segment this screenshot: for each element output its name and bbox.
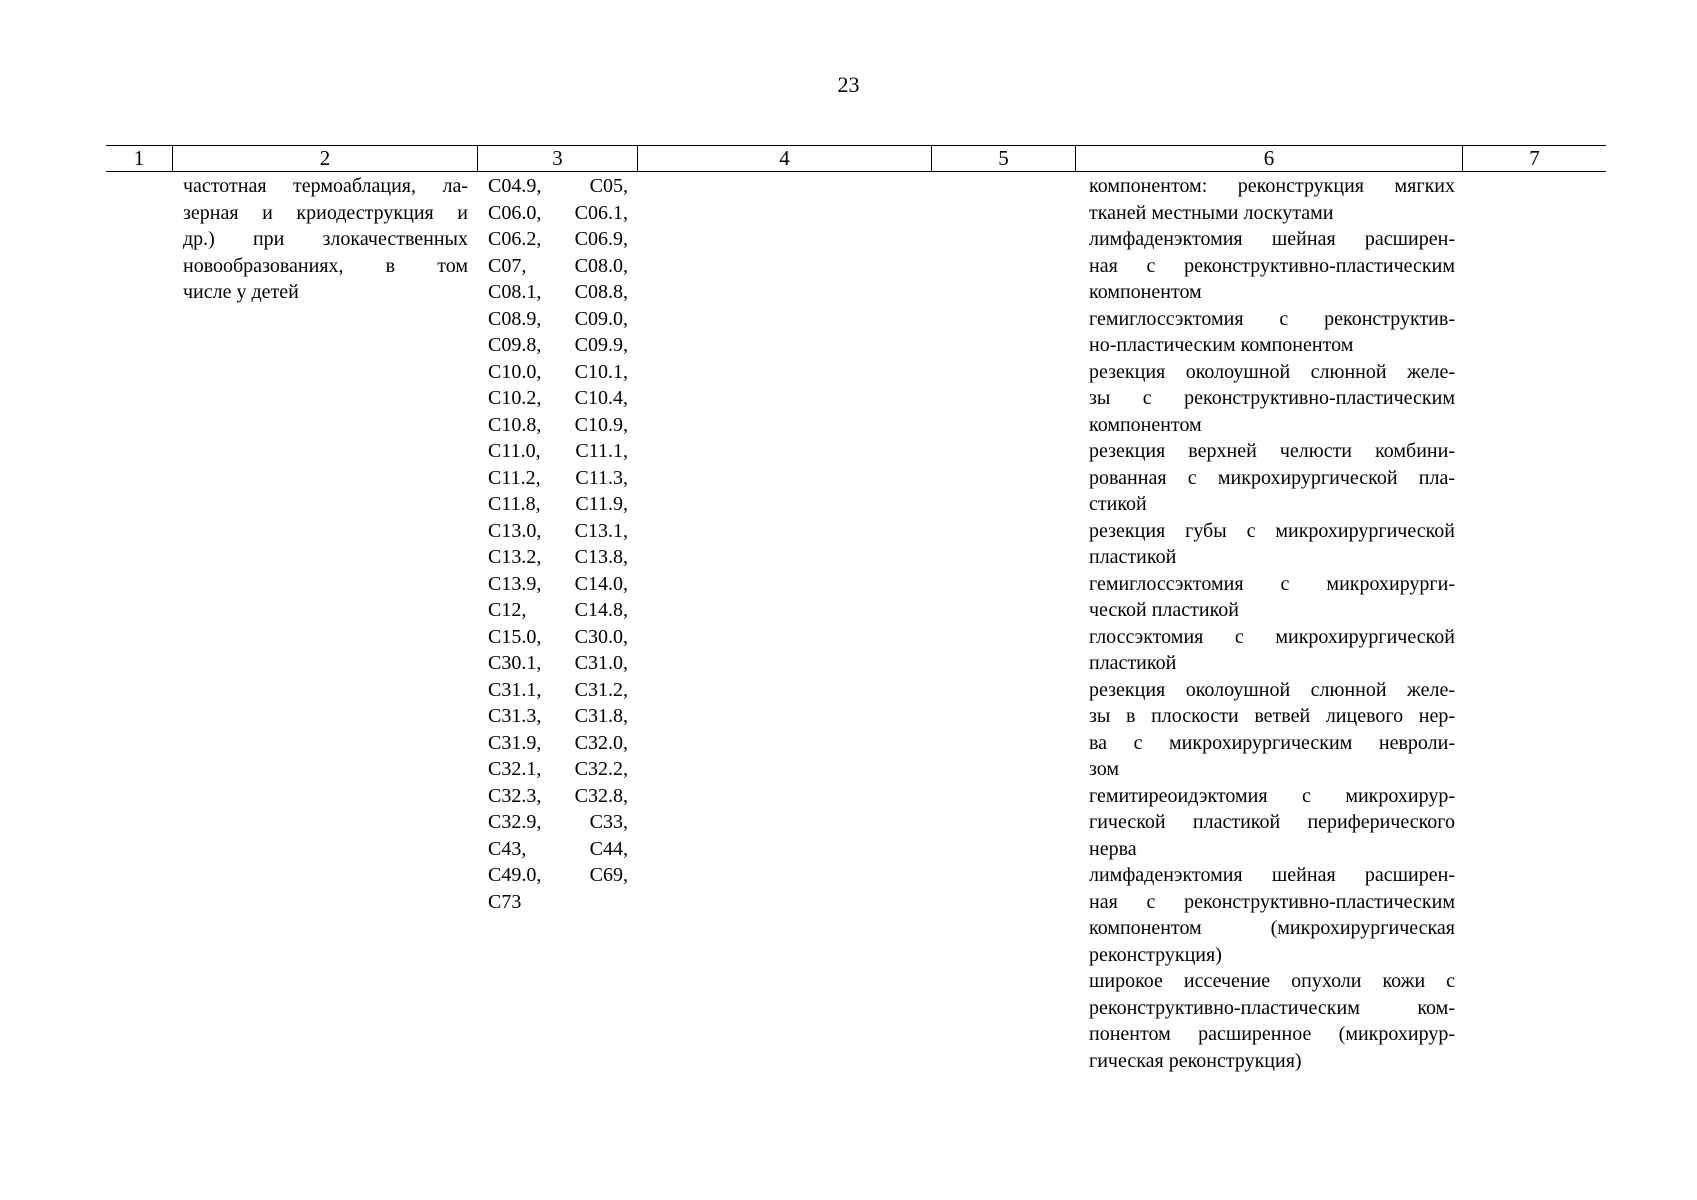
- icd-code-row: [488, 889, 628, 916]
- icd-code-row: [488, 253, 628, 280]
- icd-code-row: [488, 173, 628, 200]
- icd-code: C43,: [488, 837, 527, 860]
- icd-code-row: [488, 200, 628, 227]
- method-line: компонентом: [1089, 413, 1202, 436]
- icd-code-row: [488, 783, 628, 810]
- icd-code: C14.8,: [574, 599, 628, 621]
- icd-code: C13.8,: [574, 546, 628, 568]
- icd-code-row: [488, 518, 628, 545]
- method-line: резекция верхней челюсти комбини-: [1089, 440, 1455, 462]
- icd-code: C10.2,: [488, 387, 542, 409]
- method-line: реконструкция): [1089, 943, 1222, 966]
- icd-code-row: [488, 306, 628, 333]
- icd-code-row: [488, 226, 628, 253]
- icd-code: C31.3,: [488, 705, 542, 727]
- method-line: гемиглоссэктомия с микрохирурги-: [1089, 572, 1455, 595]
- icd-code-row: [488, 544, 628, 571]
- header-col-5: 5: [932, 146, 1076, 171]
- description-line: числе у детей: [183, 281, 299, 303]
- icd-code: C30.1,: [488, 652, 542, 674]
- icd-code: C31.1,: [488, 678, 542, 701]
- icd-code-row: [488, 703, 628, 730]
- icd-code-row: [488, 677, 628, 704]
- icd-code: C11.9,: [575, 493, 628, 515]
- icd-code-row: [488, 332, 628, 359]
- icd-code: C11.3,: [575, 466, 628, 489]
- method-line: гическая реконструкция): [1089, 1049, 1302, 1072]
- icd-code: C11.1,: [575, 440, 628, 462]
- icd-code: C73: [488, 890, 522, 913]
- icd-code: C32.8,: [574, 784, 628, 807]
- icd-code-row: [488, 756, 628, 783]
- method-line: ная с реконструктивно-пластическим: [1089, 254, 1455, 277]
- icd-code: C08.8,: [574, 281, 628, 303]
- icd-code: C32.9,: [488, 811, 542, 833]
- method-line: компонентом: реконструкция мягких: [1089, 175, 1455, 197]
- icd-code: C31.8,: [574, 705, 628, 727]
- page-number: 23: [837, 72, 860, 97]
- method-line: стикой: [1089, 493, 1147, 515]
- header-col-1: 1: [106, 146, 173, 171]
- icd-code: C06.2,: [488, 228, 542, 250]
- method-line: глоссэктомия с микрохирургической: [1089, 625, 1455, 648]
- icd-code: C30.0,: [574, 625, 628, 648]
- icd-code: C07,: [488, 254, 527, 277]
- method-line: зы в плоскости ветвей лицевого нер-: [1089, 705, 1455, 727]
- table-header-row: [106, 145, 1606, 172]
- icd-code-row: [488, 836, 628, 863]
- icd-code-row: [488, 359, 628, 386]
- icd-code-row: [488, 809, 628, 836]
- icd-code: C09.8,: [488, 334, 542, 356]
- method-line: но-пластическим компонентом: [1089, 334, 1354, 356]
- icd-code-row: [488, 412, 628, 439]
- icd-code: C06.9,: [574, 228, 628, 250]
- icd-code: C32.0,: [574, 731, 628, 754]
- method-line: гической пластикой периферического: [1089, 811, 1455, 833]
- method-line: гемиглоссэктомия с реконструктив-: [1089, 307, 1455, 330]
- header-col-2: 2: [173, 146, 478, 171]
- icd-code: C32.3,: [488, 784, 542, 807]
- icd-code: C08.9,: [488, 307, 542, 330]
- method-line: компонентом (микрохирургическая: [1089, 917, 1455, 939]
- description-line: др.) при злокачественных: [183, 228, 468, 250]
- surgical-methods-column: [1089, 173, 1455, 1074]
- icd-code-row: [488, 624, 628, 651]
- icd-code-row: [488, 438, 628, 465]
- method-line: зы с реконструктивно-пластическим: [1089, 387, 1455, 409]
- method-line: резекция губы с микрохирургической: [1089, 519, 1455, 542]
- method-line: понентом расширенное (микрохирур-: [1089, 1023, 1455, 1045]
- header-col-7: 7: [1529, 146, 1540, 170]
- method-line: широкое иссечение опухоли кожи с: [1089, 970, 1455, 992]
- icd-code-row: [488, 491, 628, 518]
- method-line: резекция околоушной слюнной желе-: [1089, 360, 1455, 383]
- icd-code: C10.1,: [574, 360, 628, 383]
- description-line: зерная и криодеструкция и: [183, 201, 468, 224]
- method-line: ная с реконструктивно-пластическим: [1089, 890, 1455, 913]
- header-col-4: 4: [638, 146, 932, 171]
- header-col-3: 3: [478, 146, 638, 171]
- icd-code: C10.9,: [574, 413, 628, 436]
- method-line: рованная с микрохирургической пла-: [1089, 466, 1455, 489]
- icd-code: C49.0,: [488, 864, 542, 886]
- icd-code: C06.1,: [574, 201, 628, 224]
- description-line: новообразованиях, в том: [183, 254, 468, 277]
- icd-code: C11.2,: [488, 466, 541, 489]
- method-line: резекция околоушной слюнной желе-: [1089, 678, 1455, 701]
- method-line: гемитиреоидэктомия с микрохирур-: [1089, 784, 1455, 807]
- icd-code: C08.0,: [574, 254, 628, 277]
- icd-code-row: [488, 465, 628, 492]
- icd-code: C31.9,: [488, 731, 542, 754]
- icd-code: C31.2,: [574, 678, 628, 701]
- icd-code: C10.8,: [488, 413, 542, 436]
- method-line: ческой пластикой: [1089, 599, 1239, 621]
- method-line: пластикой: [1089, 546, 1177, 568]
- icd-code: C44,: [589, 837, 628, 860]
- icd-code: C11.0,: [488, 440, 541, 462]
- method-line: нерва: [1089, 837, 1137, 860]
- icd-code: C13.1,: [574, 519, 628, 542]
- icd-code-row: [488, 862, 628, 889]
- header-col-6: 6: [1076, 146, 1463, 171]
- icd-code: C10.4,: [574, 387, 628, 409]
- icd-code: C04.9,: [488, 175, 542, 197]
- icd-code: C11.8,: [488, 493, 541, 515]
- icd-code: C15.0,: [488, 625, 542, 648]
- icd-code-row: [488, 650, 628, 677]
- icd-code-row: [488, 279, 628, 306]
- method-line: зом: [1089, 758, 1120, 780]
- icd-code-row: [488, 571, 628, 598]
- icd-code: C13.2,: [488, 546, 542, 568]
- icd-code: C09.0,: [574, 307, 628, 330]
- icd-code: C08.1,: [488, 281, 542, 303]
- method-line: лимфаденэктомия шейная расширен-: [1089, 228, 1455, 250]
- icd-code: C12,: [488, 599, 527, 621]
- icd-codes-column: [488, 173, 628, 915]
- icd-code-row: [488, 730, 628, 757]
- method-line: реконструктивно-пластическим ком-: [1089, 996, 1455, 1019]
- method-line: тканей местными лоскутами: [1089, 201, 1334, 224]
- icd-code: C33,: [589, 811, 628, 833]
- icd-code: C69,: [589, 864, 628, 886]
- icd-code: C09.9,: [574, 334, 628, 356]
- icd-code: C32.2,: [574, 758, 628, 780]
- method-line: лимфаденэктомия шейная расширен-: [1089, 864, 1455, 886]
- description-line: частотная термоаблация, ла-: [183, 175, 468, 197]
- method-line: компонентом: [1089, 281, 1202, 303]
- icd-code: C13.0,: [488, 519, 542, 542]
- method-line: пластикой: [1089, 652, 1177, 674]
- icd-code: C06.0,: [488, 201, 542, 224]
- icd-code: C13.9,: [488, 572, 542, 595]
- icd-code-row: [488, 597, 628, 624]
- method-line: ва с микрохирургическим невроли-: [1089, 731, 1455, 754]
- treatment-description-column: [183, 173, 468, 306]
- icd-code: C14.0,: [574, 572, 628, 595]
- icd-code: C32.1,: [488, 758, 542, 780]
- icd-code: C31.0,: [574, 652, 628, 674]
- icd-code: C05,: [589, 175, 628, 197]
- icd-code: C10.0,: [488, 360, 542, 383]
- icd-code-row: [488, 385, 628, 412]
